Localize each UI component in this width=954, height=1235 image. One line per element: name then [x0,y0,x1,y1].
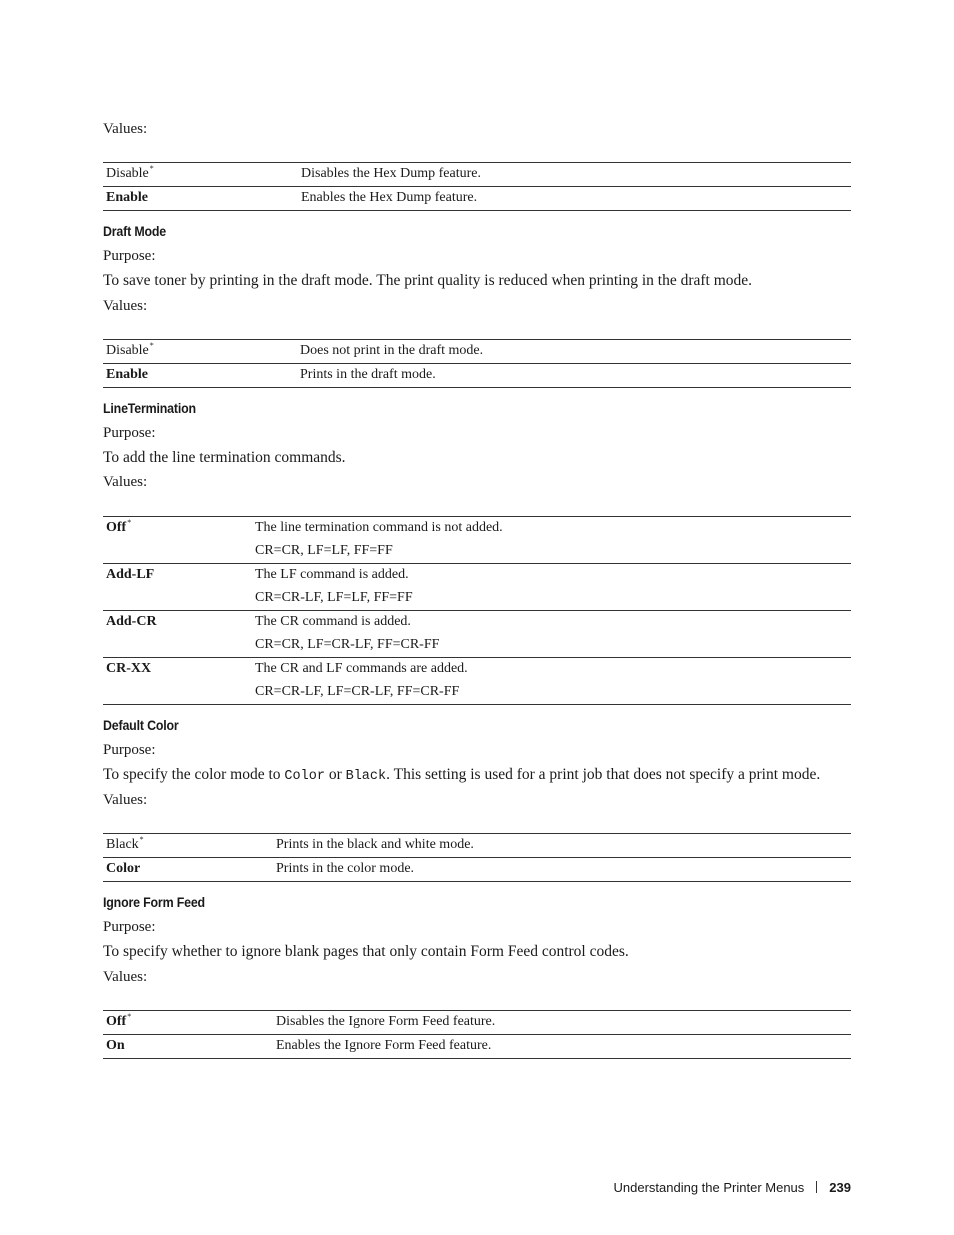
table-row [103,1035,851,1059]
section-heading-default-color: Default Color [103,718,179,733]
value-name: Enable [106,367,149,382]
value-description: Prints in the color mode. [276,861,415,876]
table-row [103,834,851,858]
value-name: Disable [106,343,149,358]
default-marker: * [127,1012,132,1021]
purpose-text: To save toner by printing in the draft mode. The print quality is reduced when printing in the draft mode. [103,272,753,289]
table-row [103,564,851,611]
value-mapping: CR=CR-LF, LF=CR-LF, FF=CR-FF [255,684,460,699]
default-marker: * [149,341,154,350]
table-row [103,858,851,882]
code-black: Black [345,769,387,784]
table-row [103,364,851,388]
default-color-values-table [103,833,851,882]
value-description: Enables the Hex Dump feature. [301,190,478,205]
value-description: Does not print in the draft mode. [300,343,484,358]
value-description: Enables the Ignore Form Feed feature. [276,1038,492,1053]
section-heading-draft-mode: Draft Mode [103,224,167,239]
purpose-text: To add the line termination commands. [103,449,346,466]
code-color: Color [284,769,325,784]
table-row [103,163,851,187]
value-name: Black [106,837,139,852]
purpose-text-part: . This setting is used for a print job that does not specify a print mode. [386,766,821,783]
value-description: The CR command is added. [255,614,411,629]
footer-section-title: Understanding the Printer Menus [613,1180,805,1195]
value-name: Add-LF [106,567,155,582]
value-name: Off [106,1014,127,1029]
value-description: Prints in the black and white mode. [276,837,474,852]
table-row [103,517,851,564]
hex-dump-values-table [103,162,851,211]
value-name: Color [106,861,141,876]
values-label: Values: [103,474,148,490]
purpose-label: Purpose: [103,742,156,758]
purpose-text: To specify whether to ignore blank pages that only contain Form Feed control codes. [103,943,629,960]
section-heading-line-termination: LineTermination [103,401,196,416]
value-mapping: CR=CR, LF=CR-LF, FF=CR-FF [255,637,440,652]
values-label: Values: [103,121,148,137]
table-row [103,187,851,211]
value-name: Add-CR [106,614,157,629]
values-label: Values: [103,792,148,808]
default-marker: * [139,835,144,844]
default-marker: * [127,518,132,527]
page-number: 239 [829,1180,851,1195]
draft-mode-values-table [103,339,851,388]
value-description: Disables the Hex Dump feature. [301,166,481,181]
ignore-form-feed-values-table [103,1010,851,1059]
value-name: Enable [106,190,149,205]
default-marker: * [149,164,154,173]
page-footer [614,1180,851,1195]
purpose-label: Purpose: [103,425,156,441]
table-row [103,658,851,705]
purpose-text [103,766,820,784]
purpose-label: Purpose: [103,248,156,264]
value-name: CR-XX [106,661,152,676]
values-label: Values: [103,298,148,314]
purpose-text-part: or [324,766,346,783]
table-row [103,340,851,364]
value-description: Disables the Ignore Form Feed feature. [276,1014,496,1029]
section-heading-ignore-form-feed: Ignore Form Feed [103,895,205,910]
table-row [103,1011,851,1035]
footer-divider [816,1181,817,1193]
value-name: On [106,1038,125,1053]
value-description: Prints in the draft mode. [300,367,436,382]
value-description: The line termination command is not added. [255,520,503,535]
purpose-label: Purpose: [103,919,156,935]
table-row [103,611,851,658]
value-description: The CR and LF commands are added. [255,661,468,676]
value-mapping: CR=CR, LF=LF, FF=FF [255,543,393,558]
value-description: The LF command is added. [255,567,409,582]
purpose-text-part: To specify the color mode to [103,766,285,783]
value-mapping: CR=CR-LF, LF=LF, FF=FF [255,590,413,605]
value-name: Off [106,520,127,535]
value-name: Disable [106,166,149,181]
line-termination-values-table [103,516,851,705]
values-label: Values: [103,969,148,985]
